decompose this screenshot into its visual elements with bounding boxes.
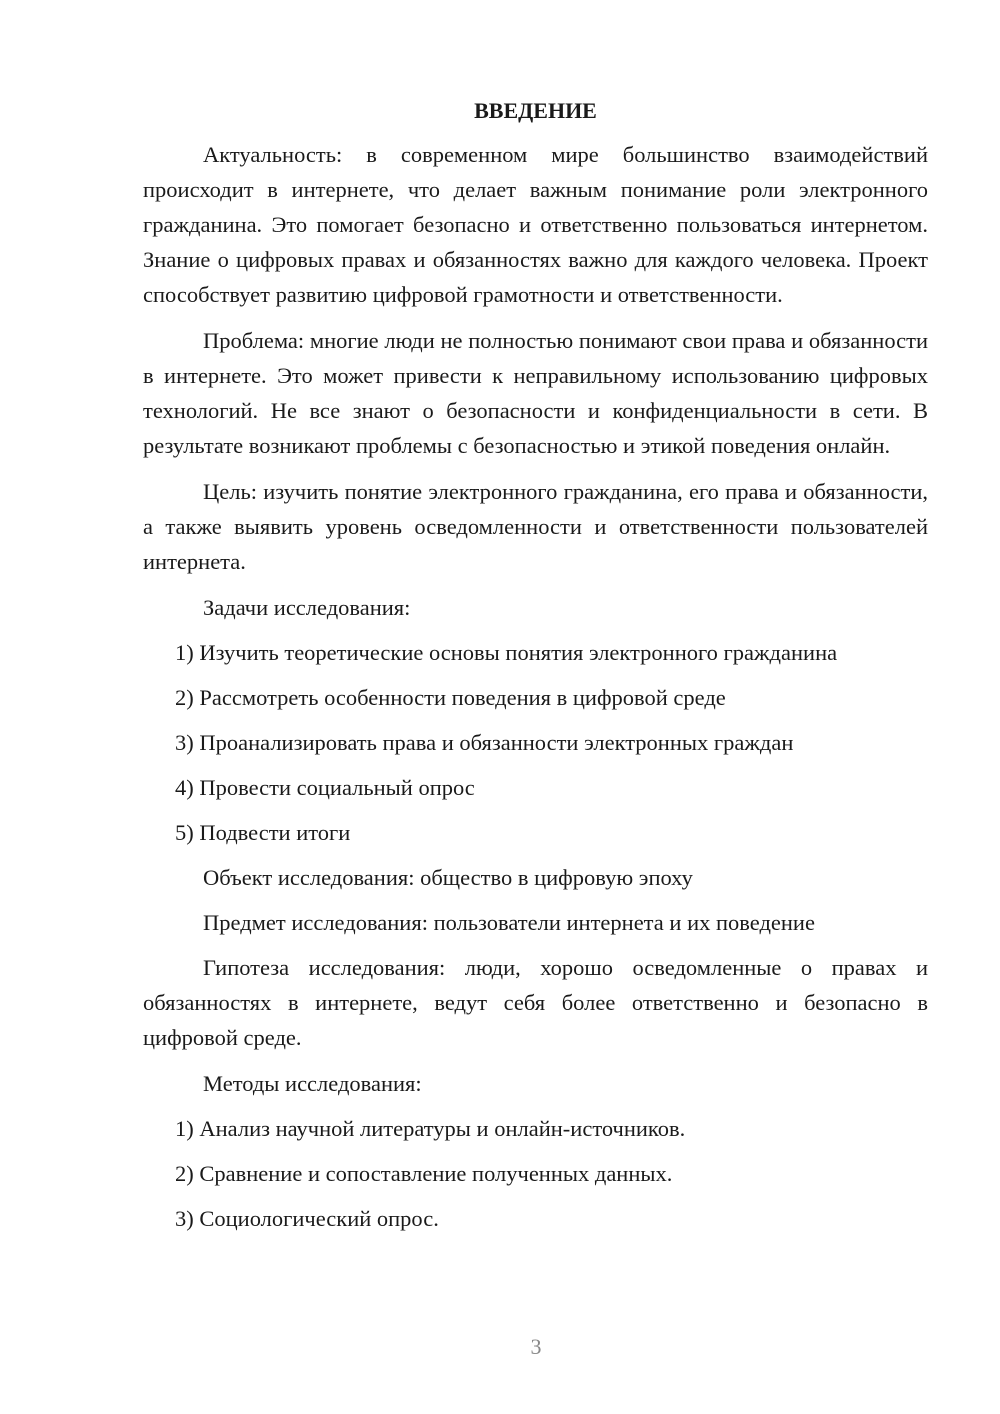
list-item: 2) Сравнение и сопоставление полученных данных. (175, 1161, 673, 1186)
list-item: 4) Провести социальный опрос (175, 775, 475, 800)
tasks-list (143, 635, 928, 850)
list-item: 3) Социологический опрос. (175, 1206, 439, 1231)
list-item: 1) Анализ научной литературы и онлайн-источников. (175, 1116, 686, 1141)
list-item: 2) Рассмотреть особенности поведения в цифровой среде (175, 685, 726, 710)
methods-label: Методы исследования: (203, 1071, 422, 1096)
list-item: 3) Проанализировать права и обязанности электронных граждан (175, 730, 794, 755)
hypothesis-paragraph: Гипотеза исследования: люди, хорошо осведомленные о правах и обязанностях в интернете, ведут себя более ответственно и безопасно в цифровой среде. (143, 955, 928, 1050)
section-heading: ВВЕДЕНИЕ (474, 98, 597, 123)
tasks-label: Задачи исследования: (203, 595, 411, 620)
list-item: 1) Изучить теоретические основы понятия электронного гражданина (175, 640, 838, 665)
list-item: 5) Подвести итоги (175, 820, 351, 845)
relevance-paragraph: Актуальность: в современном мире большинство взаимодействий происходит в интернете, что делает важным понимание роли электронного гражданина. Это помогает безопасно и ответственно пользоваться интернетом. Знание о цифровых правах и обязанностях важно для каждого человека. Проект способствует развитию цифровой грамотности и ответственности. (143, 142, 928, 307)
object-line: Объект исследования: общество в цифровую эпоху (203, 865, 693, 890)
subject-line: Предмет исследования: пользователи интернета и их поведение (203, 910, 815, 935)
goal-paragraph: Цель: изучить понятие электронного гражданина, его права и обязанности, а также выявить уровень осведомленности и ответственности пользователей интернета. (143, 479, 928, 574)
problem-paragraph: Проблема: многие люди не полностью понимают свои права и обязанности в интернете. Это может привести к неправильному использованию цифровых технологий. Не все знают о безопасности и конфиденциальности в сети. В результате возникают проблемы с безопасностью и этикой поведения онлайн. (143, 328, 928, 458)
page-number: 3 (530, 1334, 542, 1359)
page-content (143, 96, 928, 1246)
methods-list (143, 1111, 928, 1236)
